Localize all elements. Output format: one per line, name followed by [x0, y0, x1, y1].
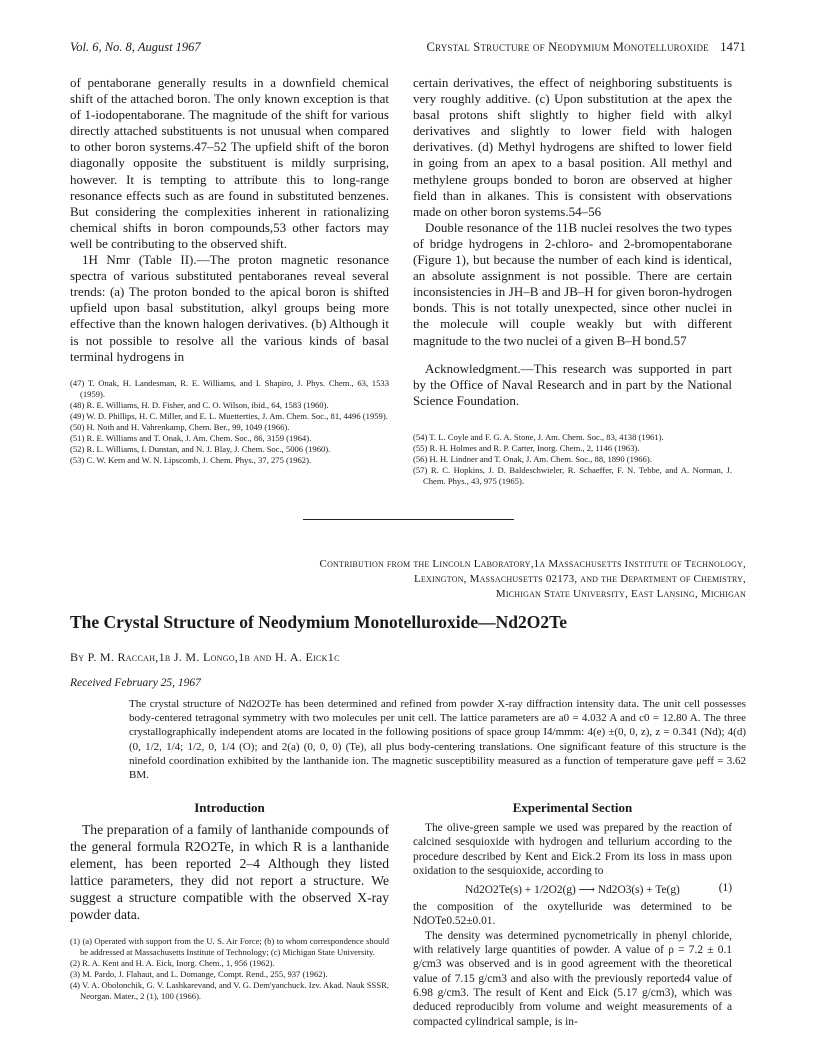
article-authors: By P. M. Raccah,1b J. M. Longo,1b and H. A. Eick1c [70, 650, 340, 664]
section-heading: Introduction [194, 800, 265, 815]
footnote-item: (3) M. Pardo, J. Flahaut, and L. Domange, Compt. Rend., 255, 937 (1962). [70, 969, 328, 979]
received-date: Received February 25, 1967 [70, 677, 201, 689]
body-paragraph: 1H Nmr (Table II).—The proton magnetic resonance spectra of various substituted pentaboranes reveal several trends: (a) The proton bonded to the apical boron is shifted upfield upon basal substitution, alkyl groups being more effective than the known halogen derivatives. (b) Although it is not possible to resolve all the various kinds of basal terminal hydrogens in [70, 252, 389, 364]
equation [413, 882, 732, 896]
acknowledgment: Acknowledgment.—This research was supported in part by the Office of Naval Research and in part by the National Science Foundation. [413, 360, 732, 408]
equation-number: (1) [718, 882, 732, 895]
affiliation-line: Lexington, Massachusetts 02173, and the Department of Chemistry, [413, 573, 746, 585]
reference-item: (50) H. Noth and H. Vahrenkamp, Chem. Ber., 99, 1049 (1966). [70, 422, 290, 432]
body-paragraph: Double resonance of the 11B nuclei resolves the two types of bridge hydrogens in 2-chloro- and 2-bromopentaborane (Figure 1), but because the number of each kind is identical, an absolute assignment is not possible. There are certain inconsistencies in JH–B and JB–H for given boron-hydrogen bonds. This is not totally unexpected, since other nuclei in the molecule will couple weakly but with different magnitude to the two nuclei of a given B–H bond.57 [413, 219, 732, 348]
article-title: The Crystal Structure of Neodymium Monotelluroxide—Nd2O2Te [70, 612, 567, 632]
reference-item: (48) R. E. Williams, H. D. Fisher, and C. O. Wilson, ibid., 64, 1583 (1960). [70, 400, 329, 410]
body-paragraph: of pentaborane generally results in a downfield chemical shift of the attached boron. The only known exception is that of 1-iodopentaborane. The magnitude of the shift for various directly attached substituents is not unusual when compared to other boron systems.47–52 The upfield shift of the boron diagonally opposite the substituent is mildly surprising, however. It is tempting to attribute this to long-range resonance effects such as are found in substituted benzenes. But considering the complexities inherent in rationalizing chemical shifts in boron compounds,53 other factors may well be contributing to the observed shift. [70, 75, 389, 251]
footnote-item: (2) R. A. Kent and H. A. Eick, Inorg. Chem., 1, 956 (1962). [70, 958, 275, 968]
top-left-column [70, 75, 389, 365]
running-header [426, 40, 746, 55]
top-right-column [413, 75, 732, 409]
reference-item: (51) R. E. Williams and T. Onak, J. Am. Chem. Soc., 86, 3159 (1964). [70, 433, 312, 443]
references-left [70, 378, 389, 466]
reference-item: (57) R. C. Hopkins, J. D. Baldeschwieler, R. Schaeffer, F. N. Tebbe, and A. Norman, J. Chem. Phys., 43, 975 (1965). [413, 465, 732, 486]
references-right [413, 432, 732, 487]
page-number: 1471 [720, 40, 746, 54]
experimental-section [413, 800, 732, 1029]
body-paragraph: the composition of the oxytelluride was determined to be NdOTe0.52±0.01. [413, 901, 732, 928]
reference-item: (53) C. W. Kern and W. N. Lipscomb, J. Chem. Phys., 37, 275 (1962). [70, 455, 312, 465]
body-paragraph: The preparation of a family of lanthanide compounds of the general formula R2O2Te, in which R is a lanthanide element, has been reported 2–4 Although they listed lattice parameters, they did not report a structure. We suggest a structure compatible with the observed X-ray powder data. [70, 822, 389, 922]
introduction-section [70, 800, 389, 923]
reference-item: (55) R. H. Holmes and R. P. Carter, Inorg. Chem., 2, 1146 (1963). [413, 443, 640, 453]
equation-text: Nd2O2Te(s) + 1/2O2(g) ⟶ Nd2O3(s) + Te(g) [465, 884, 680, 897]
reference-item: (49) W. D. Phillips, H. C. Miller, and E. L. Muetterties, J. Am. Chem. Soc., 81, 4496 (1959). [70, 411, 388, 421]
section-heading: Experimental Section [512, 800, 633, 815]
affiliation-line: Contribution from the Lincoln Laboratory,1a Massachusetts Institute of Technology, [319, 558, 746, 570]
running-title: Crystal Structure of Neodymium Monotelluroxide [426, 40, 709, 54]
footnote-item: (4) V. A. Obolonchik, G. V. Lashkarevand, and V. G. Dem'yanchuck. Izv. Akad. Nauk SSSR, Neorgan. Mater., 2 (1), 100 (1966). [70, 980, 389, 1001]
reference-item: (52) R. L. Williams, I. Dunstan, and N. J. Blay, J. Chem. Soc., 5006 (1960). [70, 444, 331, 454]
reference-item: (56) H. H. Lindner and T. Onak, J. Am. Chem. Soc., 88, 1890 (1966). [413, 454, 652, 464]
journal-issue: Vol. 6, No. 8, August 1967 [70, 40, 201, 54]
footnotes [70, 936, 389, 1002]
footnote-item: (1) (a) Operated with support from the U. S. Air Force; (b) to whom correspondence should be addressed at Massachusetts Institute of Technology; (c) Michigan State University. [70, 936, 389, 957]
body-paragraph: The olive-green sample we used was prepared by the reaction of calcined sesquioxide with hydrogen and tellurium according to the procedure described by Kent and Eick.2 From its loss in mass upon oxidation to the sesquioxide, according to [413, 822, 732, 877]
affiliation-line: Michigan State University, East Lansing, Michigan [495, 588, 746, 600]
contribution-affiliation [186, 557, 746, 602]
body-paragraph: The density was determined pycnometrically in phenyl chloride, with relatively large quantities of powder. A value of ρ = 7.2 ± 0.1 g/cm3 was observed and is in good agreement with the theoretical value of 7.15 g/cm3 and also with the previously reported4 value of 6.98 g/cm3. The result of Kent and Eick (5.17 g/cm3), which was deduced reproducibly from volume and weight measurements of a compacted cylindrical sample, is in- [413, 929, 732, 1028]
abstract: The crystal structure of Nd2O2Te has been determined and refined from powder X-ray diffraction intensity data. The unit cell possesses body-centered tetragonal symmetry with two molecules per unit cell. The lattice parameters are a0 = 4.032 A and c0 = 12.80 A. The three crystallographically independent atoms are located in the following positions of space group I4/mmm: 4(e) ±(0, 0, z), z = 0.341 (Nd); 4(d) (0, 1/2, 1/4; 1/2, 0, 1/4 (O); and 2(a) (0, 0, 0) (Te), all plus body-centering translations. One significant feature of this structure is the ninefold coordination exhibited by the lanthanide ion. The magnetic susceptibility measured as a function of temperature gave μeff = 3.62 BM. [129, 698, 746, 782]
reference-item: (54) T. L. Coyle and F. G. A. Stone, J. Am. Chem. Soc., 83, 4138 (1961). [413, 432, 664, 442]
body-paragraph: certain derivatives, the effect of neighboring substituents is very roughly additive. (c) Upon substitution at the apex the basal protons shift slightly to higher field with alkyl derivatives and slightly to lower field with halogen derivatives. (d) Methyl hydrogens are shifted to lower field in going from an apex to a basal position. All methyl and methylene groups bonded to boron are observed at higher field than in alkanes. This is consistent with observations made on other boron systems.54–56 [413, 75, 732, 219]
reference-item: (47) T. Onak, H. Landesman, R. E. Williams, and I. Shapiro, J. Phys. Chem., 63, 1533 (1959). [70, 378, 389, 399]
section-divider [303, 519, 514, 520]
